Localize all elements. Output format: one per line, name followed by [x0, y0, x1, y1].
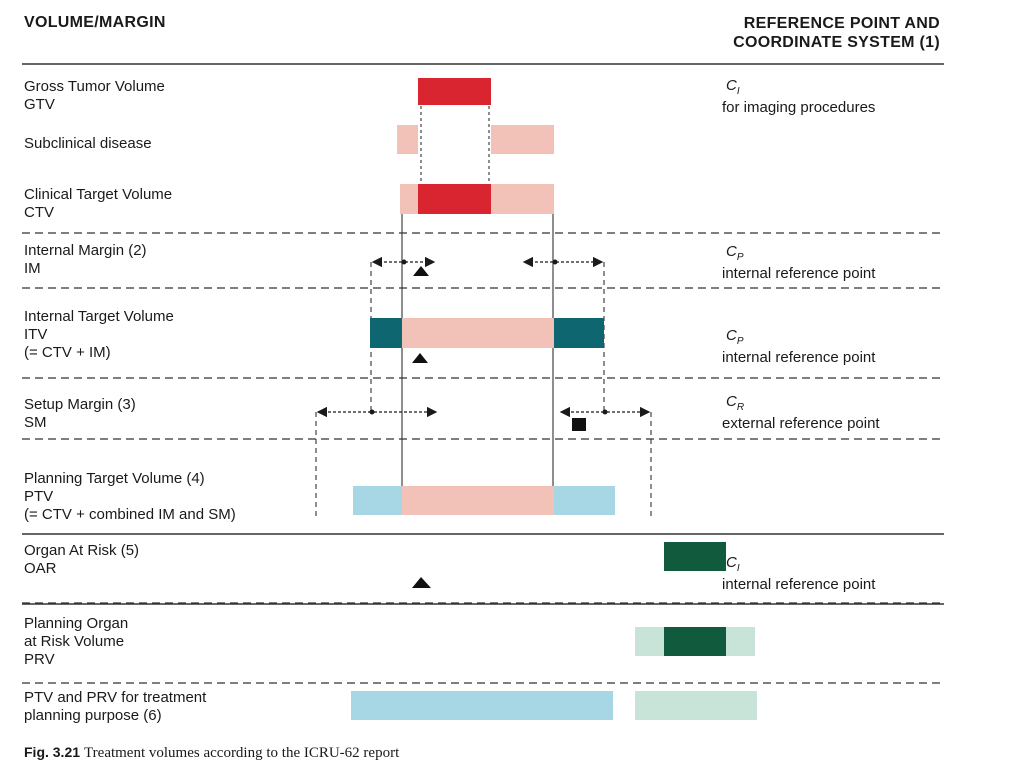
im-reference-text: internal reference point: [722, 265, 876, 282]
ptv-ctv-bar: [402, 486, 554, 515]
sm-dot-left: [370, 410, 375, 415]
sm-reference-text: external reference point: [722, 415, 880, 432]
gtv-label: Gross Tumor Volume GTV: [24, 78, 165, 113]
caption-text: Treatment volumes according to the ICRU-62 report: [84, 745, 400, 761]
im-dot-right: [553, 260, 558, 265]
ci-symbol: $C_I$: [726, 77, 740, 97]
im-dot-left: [402, 260, 407, 265]
reference-heading-line2: COORDINATE SYSTEM (1): [733, 34, 940, 51]
oar-label: Organ At Risk (5) OAR: [24, 542, 140, 577]
gtv-bar: [418, 78, 491, 105]
reference-heading-line1: REFERENCE POINT AND: [743, 15, 940, 32]
prv-label: Planning Organ at Risk Volume PRV: [24, 615, 129, 668]
ctv-label: Clinical Target Volume CTV: [24, 186, 173, 221]
ci-symbol: $C_I$: [726, 554, 740, 574]
reference-markers: [412, 266, 586, 588]
oar-reference-triangle-icon: [412, 577, 431, 588]
row-separators: [22, 233, 944, 683]
guide-lines-long: [402, 214, 553, 486]
sm-label: Setup Margin (3) SM: [24, 396, 136, 431]
im-reference-triangle-icon: [413, 266, 429, 276]
final-prv-bar: [635, 691, 757, 720]
ctv-gtv-bar: [418, 184, 491, 214]
figure-number: Fig. 3.21: [24, 744, 81, 760]
im-label: Internal Margin (2) IM: [24, 242, 147, 277]
subclinical-right-bar: [491, 125, 554, 154]
cp-symbol: $C_P$: [726, 243, 744, 263]
cr-symbol: $C_R$: [726, 393, 745, 413]
itv-reference: [722, 328, 875, 367]
ptv-label: Planning Target Volume (4) PTV (= CTV + combined IM and SM): [24, 470, 236, 523]
subclinical-label: Subclinical disease: [24, 135, 152, 152]
guide-lines: [421, 106, 489, 184]
itv-label: Internal Target Volume ITV (= CTV + IM): [24, 308, 174, 361]
ptv-right-bar: [554, 486, 615, 515]
final-label: PTV and PRV for treatment planning purpose (6): [24, 689, 207, 724]
volume-bars: [351, 78, 757, 720]
itv-ctv-bar: [402, 318, 554, 348]
itv-right-margin-bar: [554, 318, 604, 348]
itv-reference-triangle-icon: [412, 353, 428, 363]
oar-bar: [664, 542, 726, 571]
oar-reference: [722, 555, 875, 594]
ptv-left-bar: [353, 486, 402, 515]
im-reference: [722, 244, 875, 283]
prv-oar-bar: [664, 627, 726, 656]
sm-dot-right: [603, 410, 608, 415]
volume-margin-heading: VOLUME/MARGIN: [24, 14, 166, 31]
reference-point-heading: [733, 14, 940, 52]
sm-reference: [722, 394, 880, 433]
cp-symbol: $C_P$: [726, 327, 744, 347]
figure-caption: [24, 744, 399, 762]
itv-reference-text: internal reference point: [722, 349, 876, 366]
itv-left-margin-bar: [370, 318, 402, 348]
gtv-reference-text: for imaging procedures: [722, 99, 876, 116]
subclinical-left-bar: [397, 125, 418, 154]
gtv-reference: [722, 78, 875, 117]
sm-reference-square-icon: [572, 418, 586, 431]
oar-reference-text: internal reference point: [722, 576, 876, 593]
guide-lines-dashed: [316, 262, 651, 518]
final-ptv-bar: [351, 691, 613, 720]
